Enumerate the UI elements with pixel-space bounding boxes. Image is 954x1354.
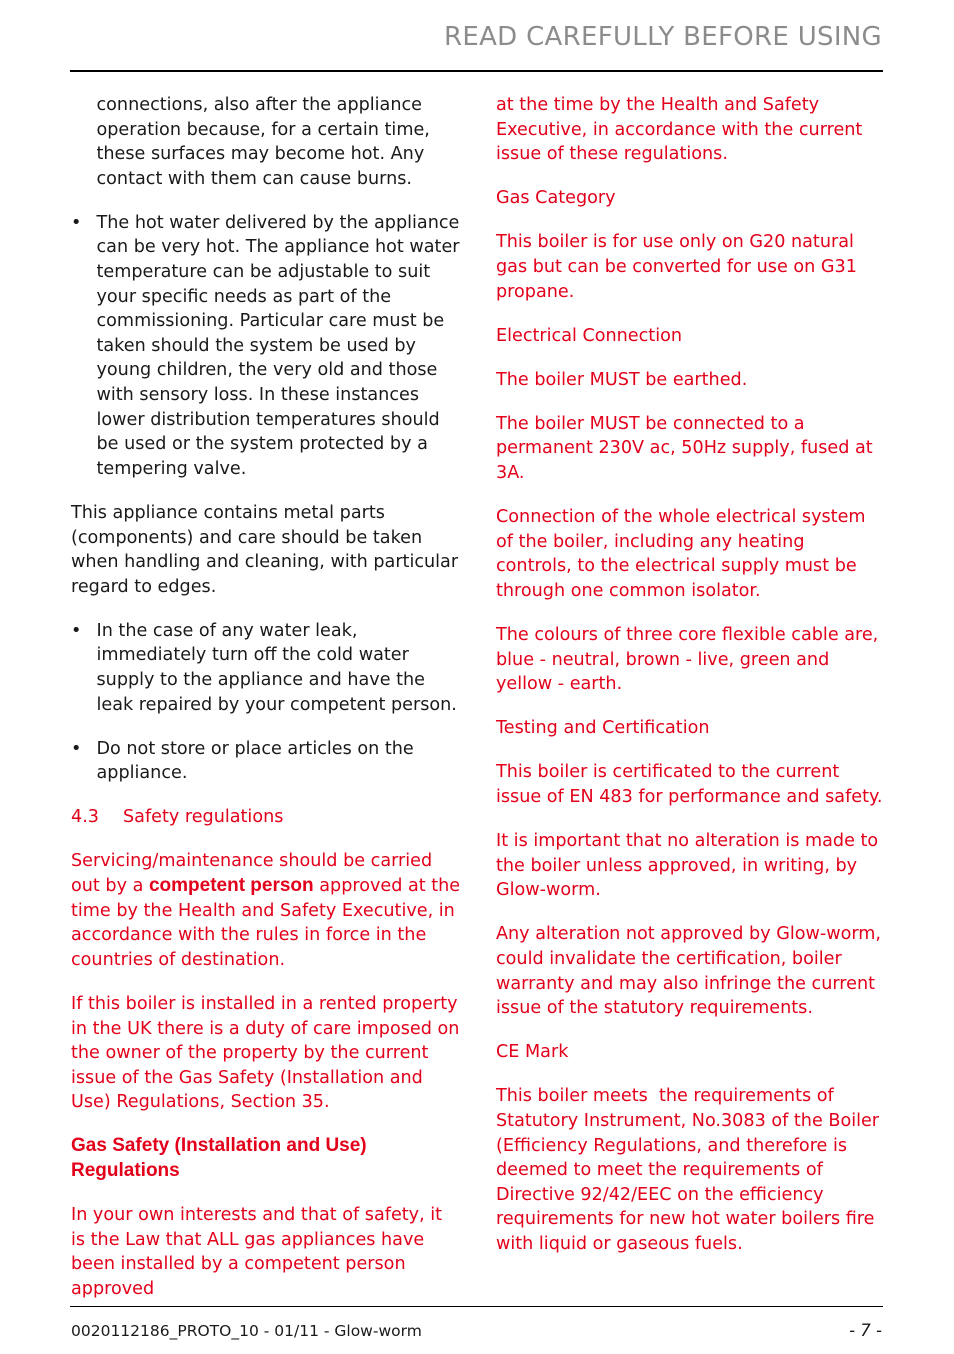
list-item-text: Do not store or place articles on the appliance. — [96, 738, 414, 784]
section-number: 4.3 — [71, 807, 99, 828]
bullet-marker: • — [71, 212, 82, 233]
electrical-connection-heading: Electrical Connection — [496, 325, 683, 346]
servicing-paragraph — [71, 849, 461, 972]
invalidate-text: Any alteration not approved by Glow-worm, could invalidate the certification, boiler warranty and may also infringe the current issue of the statutory requirements. — [496, 924, 882, 1019]
section-heading — [71, 805, 461, 830]
list-item — [71, 737, 461, 786]
left-column — [71, 93, 461, 1321]
continued-text: connections, also after the appliance operation because, for a certain time, these surfaces may become hot. Any contact with them can cause burns. — [96, 95, 430, 189]
list-item — [71, 619, 461, 717]
metal-parts-paragraph: This appliance contains metal parts (components) and care should be taken when handling and cleaning, with particular regard to edges. — [71, 502, 459, 597]
list-item-text: In the case of any water leak, immediately turn off the cold water supply to the appliance and have the leak repaired by your competent person. — [96, 620, 457, 715]
rented-property-paragraph: If this boiler is installed in a rented property in the UK there is a duty of care imposed on the owner of the property by the current issue of the Gas Safety (Installation and Use) Regulations, Section 35. — [71, 993, 460, 1113]
footer-rule — [70, 1306, 883, 1307]
testing-heading: Testing and Certification — [496, 718, 710, 739]
servicing-text-start: Servicing/maintenance should be carried out by a — [71, 851, 433, 897]
supply-text: The boiler MUST be connected to a permanent 230V ac, 50Hz supply, fused at 3A. — [496, 413, 873, 484]
right-column — [496, 93, 884, 1276]
ce-mark-text: This boiler meets the requirements of Statutory Instrument, No.3083 of the Boiler (Efficiency Regulations, and therefore is deemed to meet the requirements of Directive 92/42/EEC on the efficiency requirements for new hot water boilers fire with liquid or gaseous fuels. — [496, 1086, 885, 1254]
gas-category-text: This boiler is for use only on G20 natural gas but can be converted for use on G31 propane. — [496, 232, 857, 302]
certificated-text: This boiler is certificated to the current issue of EN 483 for performance and safety. — [496, 762, 883, 807]
competent-person-emphasis: competent person — [148, 875, 314, 897]
gas-category-heading: Gas Category — [496, 188, 616, 209]
list-item-text: The hot water delivered by the appliance can be very hot. The appliance hot water temperature can be adjustable to suit your specific needs as part of the commissioning. Particular care must be taken should the system be used by young children, the very old and those with sensory loss. In these instances lower distribution temperatures should be used or the system protected by a tempering valve. — [96, 212, 460, 479]
servicing-text-end: approved at the time by the Health and Safety Executive, in accordance with the rules in force in the countries of destination. — [71, 876, 461, 970]
gas-safety-heading: Gas Safety (Installation and Use) Regulations — [71, 1135, 367, 1181]
cable-colours-text: The colours of three core flexible cable are, blue - neutral, brown - live, green and yellow - earth. — [496, 625, 879, 695]
alteration-text: It is important that no alteration is made to the boiler unless approved, in writing, by Glow-worm. — [496, 831, 879, 901]
page-header-title: READ CAREFULLY BEFORE USING — [444, 22, 882, 52]
bullet-marker: • — [71, 738, 82, 759]
footer-doc-reference: 0020112186_PROTO_10 - 01/11 - Glow-worm — [71, 1322, 422, 1340]
ce-mark-heading: CE Mark — [496, 1042, 569, 1063]
header-rule — [70, 70, 883, 72]
isolator-text: Connection of the whole electrical system of the boiler, including any heating controls, to the electrical supply must be through one common isolator. — [496, 507, 866, 601]
section-title: Safety regulations — [123, 807, 284, 828]
earthed-text: The boiler MUST be earthed. — [496, 369, 748, 390]
list-item — [71, 211, 461, 482]
continued-text: at the time by the Health and Safety Executive, in accordance with the current issue of these regulations. — [496, 95, 863, 165]
bullet-marker: • — [71, 620, 82, 641]
footer-page-number: - 7 - — [849, 1321, 882, 1340]
interests-paragraph: In your own interests and that of safety, it is the Law that ALL gas appliances have been installed by a competent person approved — [71, 1205, 443, 1299]
